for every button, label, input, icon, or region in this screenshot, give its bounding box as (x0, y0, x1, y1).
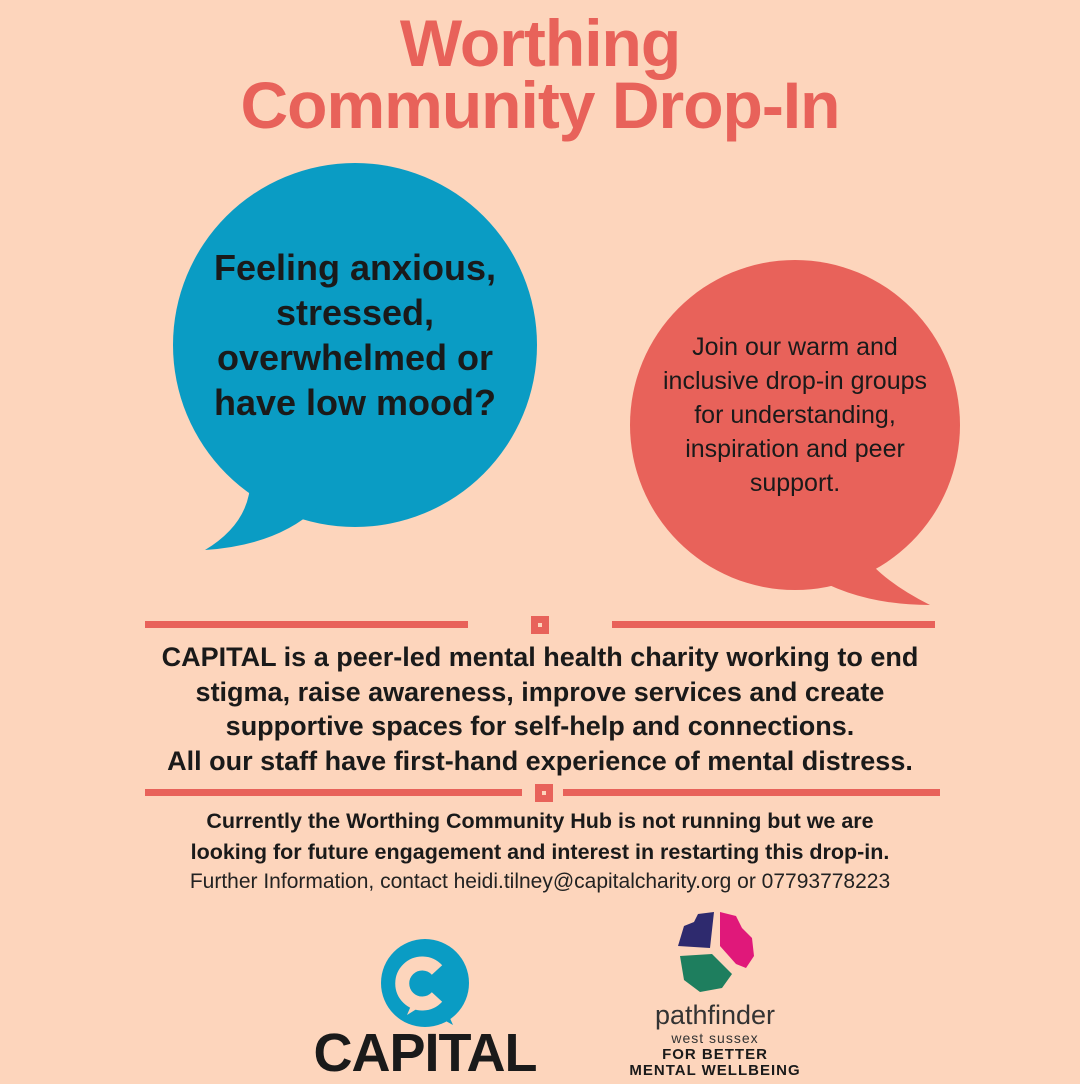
about-line: stigma, raise awareness, improve services and create (195, 676, 885, 707)
coral-bubble-text: Join our warm and inclusive drop-in groups for understanding, inspiration and peer support. (662, 333, 928, 497)
about-line: CAPITAL is a peer-led mental health charity working to end (161, 642, 919, 672)
divider-line (145, 789, 522, 796)
notice-line: Currently the Worthing Community Hub is not running but we are (206, 809, 874, 833)
capital-logo-icon (375, 935, 475, 1035)
notice-paragraph (60, 806, 1020, 868)
about-line: supportive spaces for self-help and connections. (225, 711, 855, 741)
pathfinder-tagline-1: FOR BETTER (662, 1046, 768, 1063)
notice-line: looking for future engagement and interest in restarting this drop-in. (190, 840, 890, 864)
divider-square (531, 616, 549, 634)
pathfinder-logo-icon (670, 908, 760, 998)
contact-info: Further Information, contact heidi.tilney@capitalcharity.org or 07793778223 (189, 870, 891, 893)
divider-line (563, 789, 940, 796)
pathfinder-name: pathfinder (654, 1000, 776, 1030)
title-line-2: Community Drop-In (240, 68, 840, 142)
capital-logo-text: CAPITAL (313, 1023, 537, 1083)
divider-line (145, 621, 468, 628)
title-line-1: Worthing (399, 6, 681, 80)
about-paragraph (60, 640, 1020, 778)
blue-bubble-text: Feeling anxious, stressed, overwhelmed or have low mood? (213, 247, 497, 423)
pathfinder-tagline-2: MENTAL WELLBEING (629, 1062, 801, 1079)
divider-line (612, 621, 935, 628)
divider-square (535, 784, 553, 802)
pathfinder-region: west sussex (671, 1030, 759, 1046)
about-line: All our staff have first-hand experience of mental distress. (167, 745, 913, 776)
